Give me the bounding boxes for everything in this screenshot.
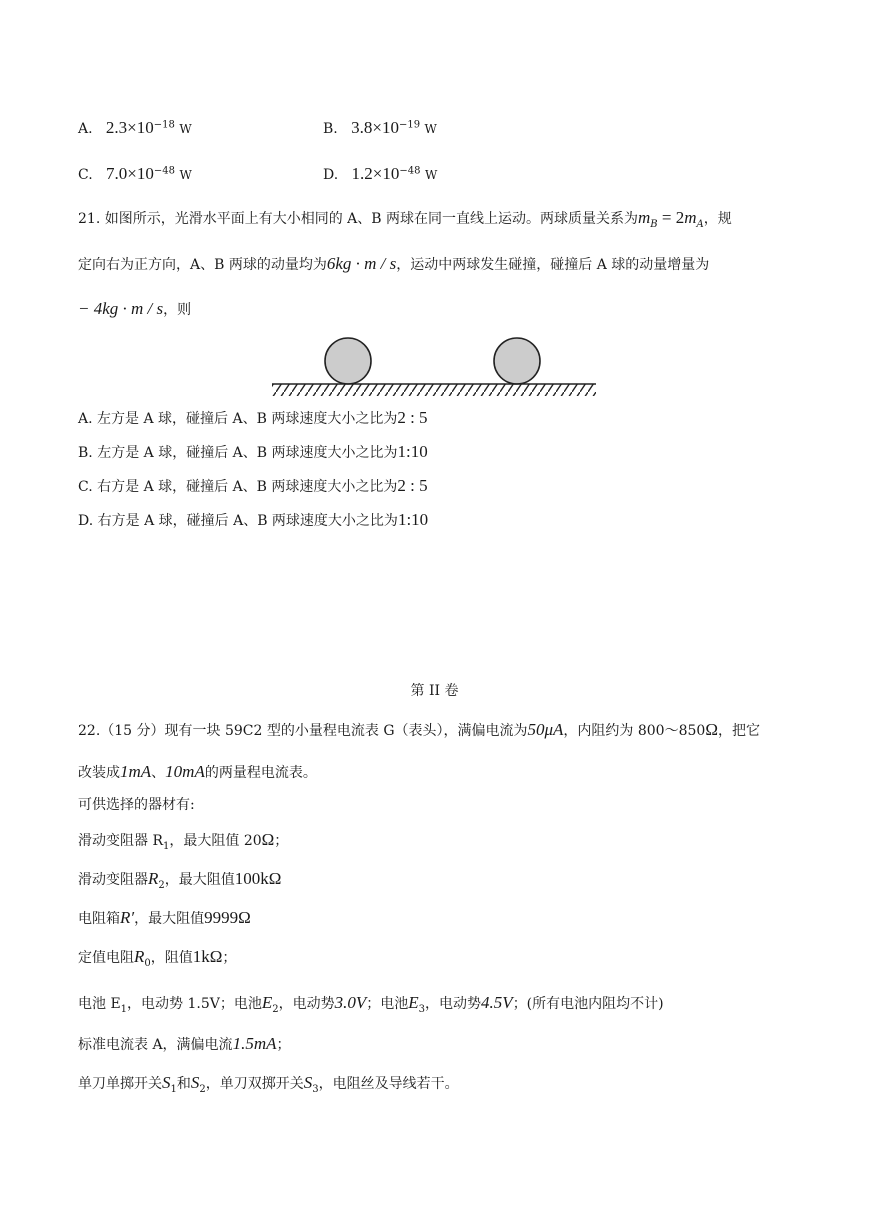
text: ，最大阻值 [134,911,205,927]
option-mantissa: 1.2 [351,164,373,183]
math-sub: A [696,218,704,230]
option-mantissa: 3.8 [351,118,373,137]
text: ，电动势 [278,996,335,1012]
math-value: 3.0V [334,993,367,1012]
two-balls-figure [268,332,600,400]
q21-stem-line-3 [78,299,191,320]
math-current: 1mA [120,762,152,781]
text: 定向右为正方向，A、B 两球的动量均为 [78,257,327,273]
text: 滑动变阻器 [78,872,148,888]
option-times: ×10 [127,118,154,137]
q22-stem-line-1 [78,720,760,741]
q22-item-switches [78,1073,459,1094]
option-unit: W [179,168,192,182]
math-var: R [148,869,159,888]
option-text: B. 左方是 A 球，碰撞后 A、B 两球速度大小之比为 [78,445,398,461]
option-ratio: 1:10 [397,510,429,529]
option-times: ×10 [372,118,399,137]
text: ，规 [703,211,732,227]
text: 和 [176,1076,191,1092]
text: ，电动势 [425,996,482,1012]
text: ； [222,950,237,966]
option-unit: W [179,122,192,136]
text: ，最大阻值 [164,872,235,888]
q20-option-a [78,118,192,139]
ball-right [494,338,540,384]
math-var: E [261,993,273,1012]
math-momentum: 6kg · m / s [326,254,397,273]
math-value: 1.5mA [232,1034,277,1053]
math-sub: 2 [199,1083,206,1095]
text: ，电动势 1.5V；电池 [127,996,262,1012]
q22-item-r0 [78,947,236,968]
text: ，则 [163,302,192,318]
q22-materials-heading: 可供选择的器材有: [78,797,195,813]
option-label: C. [78,167,93,183]
math-ohm: Ω [261,830,275,849]
q22-stem-line-2 [78,762,317,783]
option-text: D. 右方是 A 球，碰撞后 A、B 两球速度大小之比为 [78,513,398,529]
math-value: 9999Ω [204,908,251,927]
q22-item-ammeter [78,1034,290,1055]
math-current: 50μA [527,720,564,739]
q22-item-batteries [78,993,664,1014]
q21-option-d [78,510,428,531]
text: 标准电流表 A，满偏电流 [78,1037,233,1053]
math-var: E [408,993,419,1012]
option-mantissa: 2.3 [105,118,128,137]
q21-stem-line-1 [78,208,732,229]
text: 、 [151,765,166,781]
math-sub: 2 [272,1003,279,1015]
option-text: A. 左方是 A 球，碰撞后 A、B 两球速度大小之比为 [78,411,398,427]
math-ohm: Ω [705,720,718,739]
text: 定值电阻 [78,950,134,966]
text: ，单刀双掷开关 [205,1076,304,1092]
text: ，阻值 [150,950,193,966]
math-sub: B [650,218,658,230]
ground-hatching [272,384,596,396]
text: ； [276,1037,291,1053]
q22-item-resistor-box [78,908,251,929]
text: 滑动变阻器 R [78,833,163,849]
math-current: 10mA [165,762,205,781]
math-sub: 2 [158,879,165,891]
text: 的两量程电流表。 [204,765,317,781]
text: ，内阻约为 800～850 [563,723,706,739]
text: 电阻箱 [78,911,120,927]
option-exponent: −19 [398,119,421,131]
q21-option-a [78,408,428,429]
q20-option-d [323,164,437,185]
text: ；电池 [366,996,409,1012]
option-ratio: 2 : 5 [397,408,428,427]
text: ；(所有电池内阻均不计) [512,996,664,1012]
math-var: R [134,947,145,966]
option-mantissa: 7.0 [106,164,128,183]
option-ratio: 1:10 [397,442,428,461]
math-sub: 0 [144,957,151,969]
ball-left [325,338,371,384]
text: ，电阻丝及导线若干。 [318,1076,459,1092]
option-times: ×10 [127,164,154,183]
text: 22.（15 分）现有一块 59C2 型的小量程电流表 G（表头），满偏电流为 [78,723,528,739]
math-value: 1kΩ [192,947,223,966]
option-unit: W [424,168,438,182]
section-title: 第 II 卷 [410,683,459,699]
math-value: 100kΩ [234,869,282,888]
math-sub: 3 [418,1003,426,1015]
math-var: R′ [120,908,135,927]
q22-item-r1 [78,830,288,851]
text: 21. 如图所示，光滑水平面上有大小相同的 A、B 两球在同一直线上运动。两球质量关系为 [78,211,639,227]
option-label: A. [78,121,93,137]
text: ，运动中两球发生碰撞，碰撞后 A 球的动量增量为 [396,257,710,273]
math-momentum-change: − 4kg · m / s [78,299,164,318]
q21-option-b [78,442,428,463]
text: 单刀单掷开关 [78,1076,162,1092]
math-sub: 1 [120,1003,128,1015]
q22-item-r2 [78,869,281,890]
text: ，把它 [717,723,760,739]
q20-option-b [323,118,437,139]
math-var: m [638,208,651,227]
q21-option-c [78,476,428,497]
math-value: 4.5V [481,993,513,1012]
math-sub: 1 [170,1083,177,1095]
math-var: m [684,208,697,227]
math-eq: = 2 [657,208,685,227]
math-var: S [190,1073,200,1092]
option-label: B. [323,121,338,137]
option-exponent: −48 [153,165,175,177]
text: ，最大阻值 20 [169,833,262,849]
option-text: C. 右方是 A 球，碰撞后 A、B 两球速度大小之比为 [78,479,398,495]
option-label: D. [323,167,339,183]
math-var: S [162,1073,171,1092]
text: 改装成 [78,765,120,781]
math-sub: 3 [312,1083,319,1095]
q21-stem-line-2 [78,254,709,275]
option-unit: W [424,122,437,136]
option-times: ×10 [372,164,400,183]
option-exponent: −48 [399,165,421,177]
option-ratio: 2 : 5 [397,476,428,495]
q20-option-c [78,164,192,185]
math-sub: 1 [163,840,170,852]
text: ； [274,833,289,849]
option-exponent: −18 [153,119,175,131]
math-var: S [303,1073,313,1092]
text: 电池 E [78,996,121,1012]
